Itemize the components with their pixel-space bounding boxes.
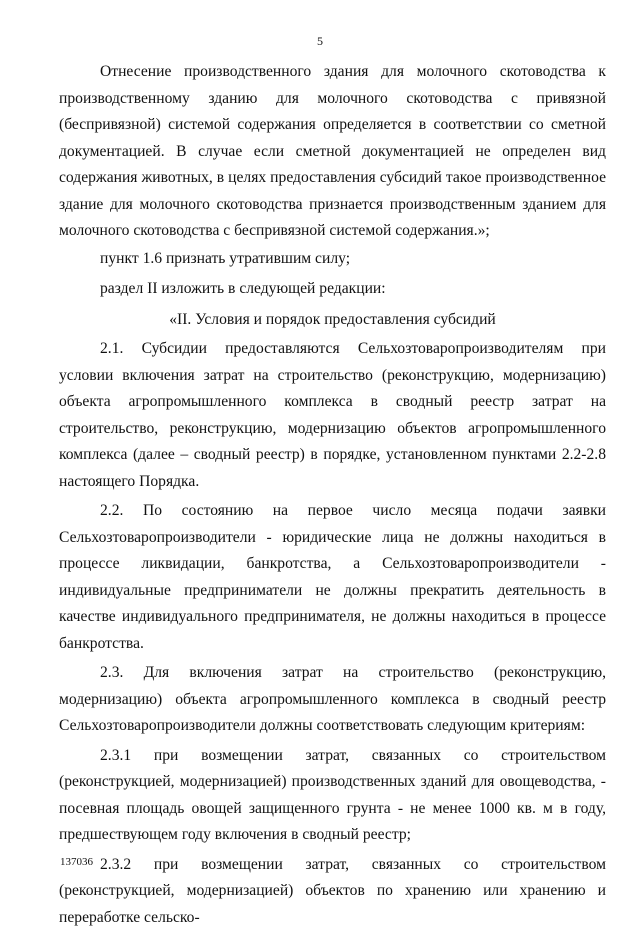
paragraph-2-1: 2.1. Субсидии предоставляются Сельхозтоваропроизводителям при условии включения затрат на строительство (реконструкцию, модернизацию) объекта агропромышленного комплекса в сводный реестр затрат на строительство, реконструкцию, модернизацию объектов агропромышленного комплекса (далее – сводный реестр) в порядке, установленном пунктами 2.2-2.8 настоящего Порядка. [59, 336, 606, 495]
paragraph-clause-1-6: пункт 1.6 признать утратившим силу; [59, 246, 606, 273]
footer-document-code: 137036 [60, 856, 93, 868]
paragraph-2-3: 2.3. Для включения затрат на строительство (реконструкцию, модернизацию) объекта агропромышленного комплекса в сводный реестр Сельхозтоваропроизводители должны соответствовать следующим критериям: [59, 660, 606, 740]
paragraph-section-2-intro: раздел II изложить в следующей редакции: [59, 276, 606, 303]
page-number: 5 [0, 34, 640, 49]
section-heading: «II. Условия и порядок предоставления субсидий [59, 307, 606, 334]
paragraph-classification: Отнесение производственного здания для молочного скотоводства к производственному зданию для молочного скотоводства с привязной (беспривязной) системой содержания определяется в соответствии со сметной документацией. В случае если сметной документацией не определен вид содержания животных, в целях предоставления субсидий такое производственное здание для молочного скотоводства признается производственным зданием для молочного скотоводства с беспривязной системой содержания.»; [59, 59, 606, 245]
paragraph-2-3-2: 2.3.2 при возмещении затрат, связанных со строительством (реконструкцией, модернизацией) объектов по хранению или хранению и переработке сельско- [59, 852, 606, 931]
paragraph-2-3-1: 2.3.1 при возмещении затрат, связанных со строительством (реконструкцией, модернизацией) производственных зданий для овощеводства, - посевная площадь овощей защищенного грунта - не менее 1000 кв. м в году, предшествующем году включения в сводный реестр; [59, 743, 606, 849]
document-body [59, 59, 606, 931]
paragraph-2-2: 2.2. По состоянию на первое число месяца подачи заявки Сельхозтоваропроизводители - юридические лица не должны находиться в процессе ликвидации, банкротства, а Сельхозтоваропроизводители - индивидуальные предприниматели не должны прекратить деятельность в качестве индивидуального предпринимателя, не должны находиться в процессе банкротства. [59, 498, 606, 657]
